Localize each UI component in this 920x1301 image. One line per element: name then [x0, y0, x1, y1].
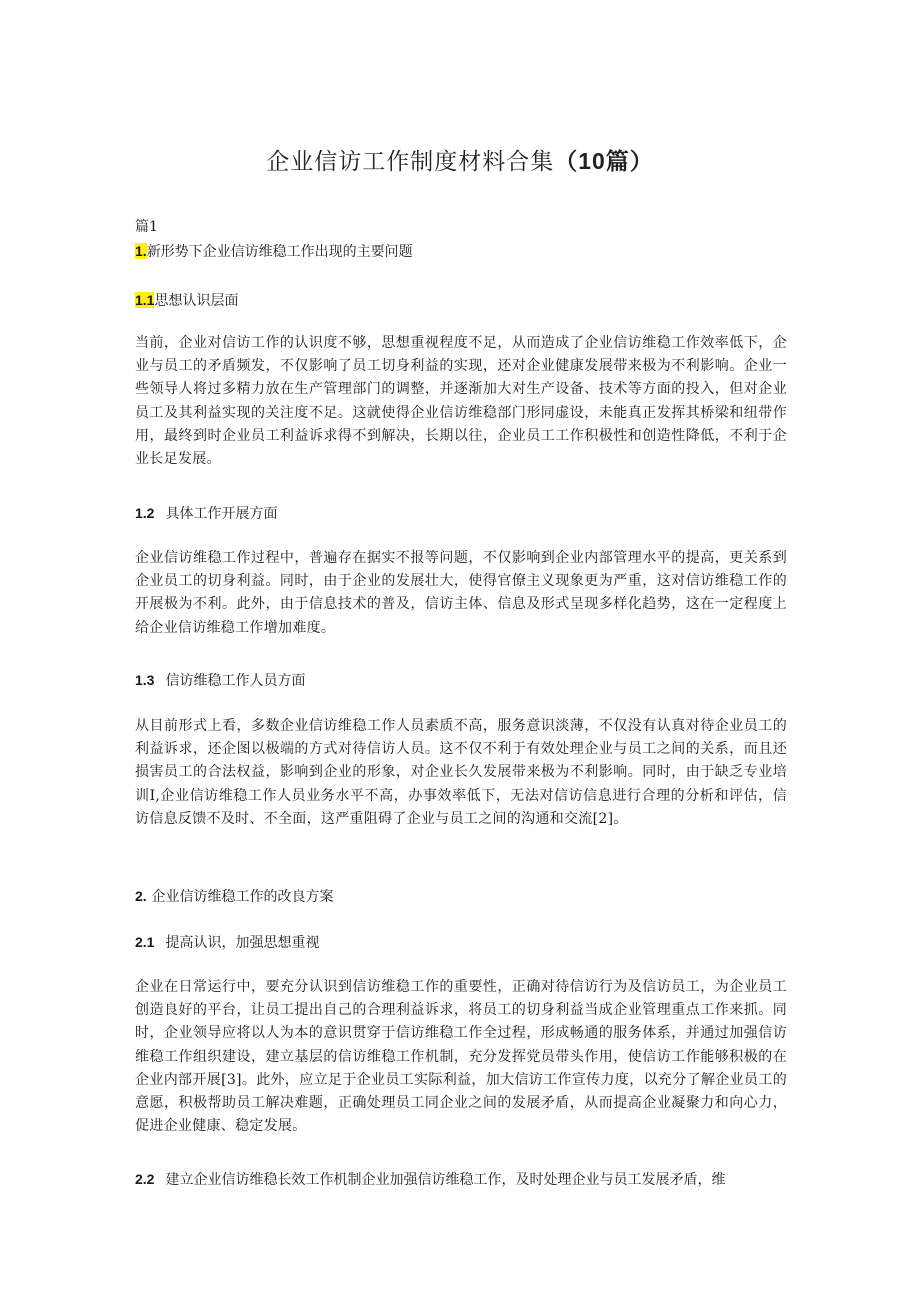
heading-1-2-text: 具体工作开展方面 [165, 506, 278, 522]
paragraph-4: 企业在日常运行中，要充分认识到信访维稳工作的重要性，正确对待信访行为及信访员工，为企业员工创造良好的平台，让员工提出自己的合理利益诉求，将员工的切身利益当成企业管理重点工作来抓。同时，企业领导应将以人为本的意识贯穿于信访维稳工作全过程，形成畅通的服务体系，并通过加强信访维稳工作组织建设，建立基层的信访维稳工作机制，充分发挥党员带头作用，使信访工作能够积极的在企业内部开展[3]。此外，应立足于企业员工实际利益，加大信访工作宣传力度，以充分了解企业员工的意愿，积极帮助员工解决难题，正确处理员工同企业之间的发展矛盾，从而提高企业凝聚力和向心力，促进企业健康、稳定发展。 [135, 979, 787, 1135]
paragraph-1: 当前，企业对信访工作的认识度不够，思想重视程度不足，从而造成了企业信访维稳工作效率低下，企业与员工的矛盾频发，不仅影响了员工切身利益的实现，还对企业健康发展带来极为不利影响。企业一些领导人将过多精力放在生产管理部门的调整，并逐渐加大对生产设备、技术等方面的投入，但对企业员工及其利益实现的关注度不足。这就使得企业信访维稳部门形同虚设，未能真正发挥其桥梁和纽带作用，最终到时企业员工利益诉求得不到解决，长期以往，企业员工工作积极性和创造性降低，不利于企业长足发展。 [135, 335, 787, 468]
heading-1-1 [135, 290, 787, 310]
heading-2-1-number: 2.1 [135, 934, 155, 950]
heading-1-1-text: 思想认识层面 [154, 293, 239, 309]
title-count: （10篇） [554, 148, 654, 174]
part-label-text: 篇1 [135, 219, 158, 235]
heading-2-1-text: 提高认识，加强思想重视 [165, 935, 320, 951]
heading-2-2-text: 建立企业信访维稳长效工作机制企业加强信访维稳工作，及时处理企业与员工发展矛盾，维 [165, 1172, 726, 1188]
part-label [135, 216, 787, 236]
heading-1-2 [135, 503, 787, 523]
heading-2-2-number: 2.2 [135, 1171, 155, 1187]
heading-1-text: 新形势下企业信访维稳工作出现的主要问题 [146, 244, 413, 260]
heading-1 [135, 241, 787, 261]
heading-2-number: 2. [135, 888, 147, 904]
title-main: 企业信访工作制度材料合集 [266, 149, 555, 175]
heading-2 [135, 886, 787, 906]
document-title [0, 143, 920, 176]
paragraph-3: 从目前形式上看，多数企业信访维稳工作人员素质不高，服务意识淡薄，不仅没有认真对待企业员工的利益诉求，还企图以极端的方式对待信访人员。这不仅不利于有效处理企业与员工之间的关系，而且还损害员工的合法权益，影响到企业的形象，对企业长久发展带来极为不利影响。同时，由于缺乏专业培训I,企业信访维稳工作人员业务水平不高，办事效率低下，无法对信访信息进行合理的分析和评估，信访信息反馈不及时、不全面，这严重阻碍了企业与员工之间的沟通和交流[2]。 [135, 718, 787, 827]
heading-1-1-number: 1.1 [135, 292, 155, 308]
heading-2-text: 企业信访维稳工作的改良方案 [151, 889, 334, 905]
heading-1-2-number: 1.2 [135, 505, 155, 521]
heading-2-1 [135, 932, 787, 952]
heading-1-3-text: 信访维稳工作人员方面 [165, 673, 306, 689]
paragraph-2: 企业信访维稳工作过程中，普遍存在据实不报等问题，不仅影响到企业内部管理水平的提高，更关系到企业员工的切身利益。同时，由于企业的发展壮大，使得官僚主义现象更为严重，这对信访维稳工作的开展极为不利。此外，由于信息技术的普及，信访主体、信息及形式呈现多样化趋势，这在一定程度上给企业信访维稳工作增加难度。 [135, 550, 787, 636]
heading-1-3 [135, 670, 787, 690]
heading-2-2 [135, 1169, 787, 1189]
heading-1-number: 1. [135, 243, 147, 259]
heading-1-3-number: 1.3 [135, 672, 155, 688]
